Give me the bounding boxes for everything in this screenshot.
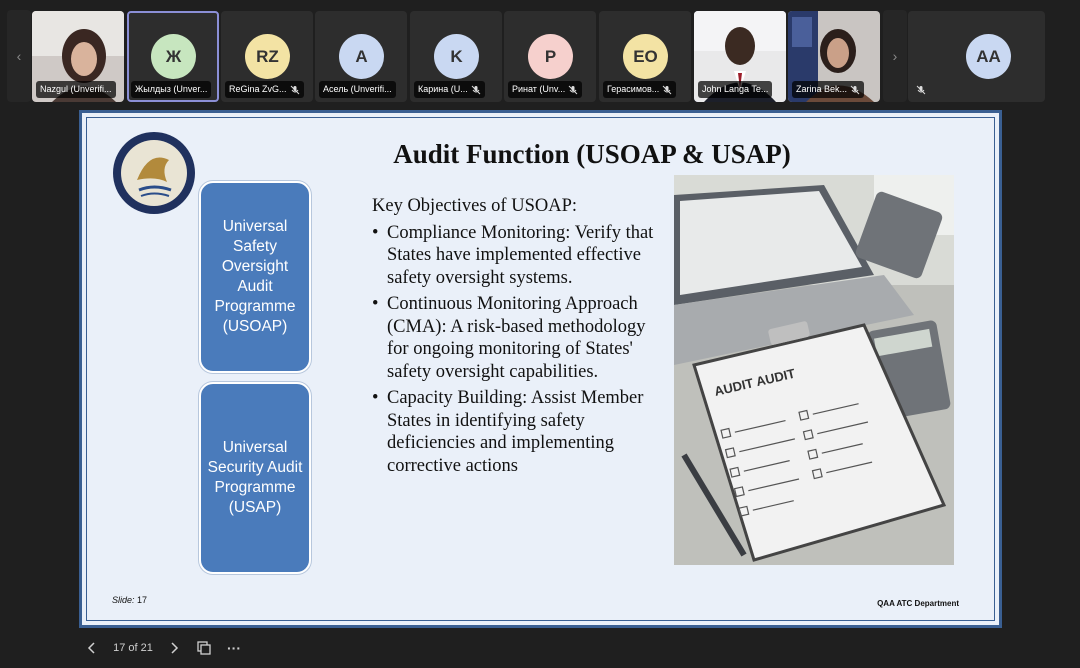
mic-muted-icon: [662, 85, 672, 95]
participant-name: John Langa Te...: [698, 81, 772, 98]
participant-tile[interactable]: [315, 11, 407, 102]
participant-tile[interactable]: [127, 11, 219, 102]
participant-tile-zarina[interactable]: [788, 11, 880, 102]
list-item: • Compliance Monitoring: Verify that States have implemented effective safety oversight systems.: [372, 222, 662, 290]
participant-tile-nazgul[interactable]: [32, 11, 124, 102]
chevron-left-icon: ‹: [16, 48, 22, 64]
academy-logo: [109, 130, 199, 216]
list-item: • Capacity Building: Assist Member States in identifying safety deficiencies and implementing corrective actions: [372, 387, 662, 477]
shared-slide: [79, 110, 1002, 628]
avatar: Ж: [151, 34, 196, 79]
mic-muted-icon: [290, 85, 300, 95]
more-options-button[interactable]: ···: [227, 640, 241, 656]
avatar: AA: [966, 34, 1011, 79]
page-indicator: 17 of 21: [113, 642, 153, 654]
image-caption: AUDIT AUDIT: [712, 365, 797, 399]
participant-tile-overflow[interactable]: [908, 11, 1045, 102]
usoap-box: Universal Safety Oversight Audit Programme (USOAP): [199, 181, 311, 373]
objectives-heading: Key Objectives of USOAP:: [372, 196, 578, 216]
previous-slide-button[interactable]: [80, 636, 104, 660]
thumbnails-button[interactable]: [186, 636, 222, 660]
participant-status: [912, 81, 930, 98]
mic-muted-icon: [568, 85, 578, 95]
participant-tile[interactable]: [599, 11, 691, 102]
avatar: P: [528, 34, 573, 79]
mic-muted-icon: [850, 85, 860, 95]
presentation-controls: [80, 636, 246, 660]
avatar: A: [339, 34, 384, 79]
participant-name: Асель (Unverifi...: [319, 81, 396, 98]
participant-tile[interactable]: [221, 11, 313, 102]
avatar: EO: [623, 34, 668, 79]
participant-name: Жылдыз (Unver...: [131, 81, 211, 98]
participant-name: Ринат (Unv...: [508, 81, 582, 98]
audit-checklist-image: [674, 175, 954, 565]
strip-scroll-right-button[interactable]: [883, 10, 907, 102]
participant-name: ReGina ZvG...: [225, 81, 304, 98]
slide-title: Audit Function (USOAP & USAP): [393, 139, 791, 169]
chevron-right-icon: ›: [892, 48, 898, 64]
thumbnails-icon: [197, 641, 211, 655]
participant-tile[interactable]: [410, 11, 502, 102]
usap-box: Universal Security Audit Programme (USAP): [199, 382, 311, 574]
participant-tile-john[interactable]: [694, 11, 786, 102]
mic-muted-icon: [471, 85, 481, 95]
next-slide-button[interactable]: [162, 636, 186, 660]
chevron-left-icon: [87, 642, 97, 654]
avatar: RZ: [245, 34, 290, 79]
avatar: K: [434, 34, 479, 79]
objectives-list: [372, 222, 662, 478]
participant-strip: [0, 8, 1080, 104]
participant-name: Zarina Bek...: [792, 81, 864, 98]
participant-tile[interactable]: [504, 11, 596, 102]
participant-name: Nazgul (Unverifi...: [36, 81, 116, 98]
list-item: • Continuous Monitoring Approach (CMA): A risk-based methodology for ongoing monitoring of States' safety oversight capabilities.: [372, 293, 662, 383]
participant-name: Карина (U...: [414, 81, 485, 98]
participant-name: Герасимов...: [603, 81, 676, 98]
slide-number: Slide: 17: [112, 595, 148, 605]
objectives-text: [372, 195, 662, 481]
mic-muted-icon: [916, 85, 926, 95]
department-label: QAA ATC Department: [877, 599, 959, 608]
strip-scroll-left-button[interactable]: [7, 10, 31, 102]
chevron-right-icon: [169, 642, 179, 654]
